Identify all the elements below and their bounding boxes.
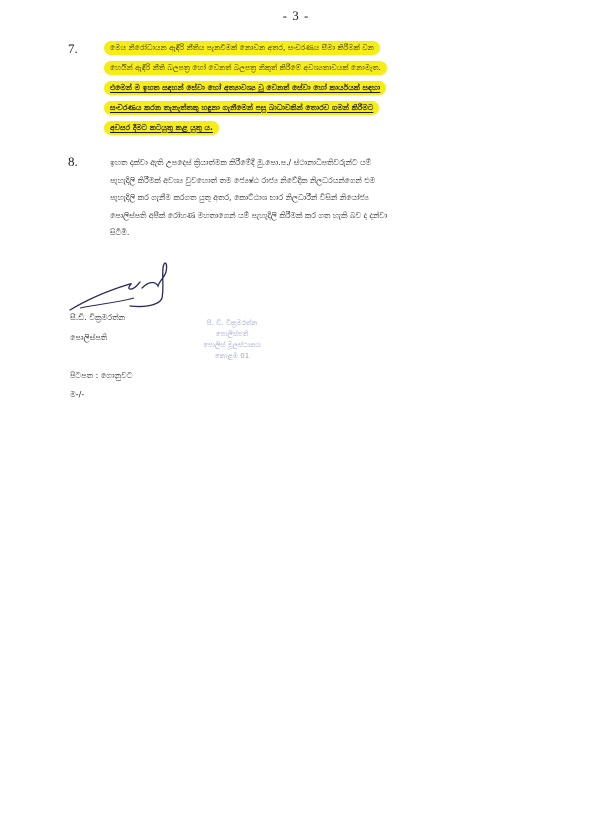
paragraph-8-text [110, 154, 510, 242]
paragraph-7-line-5: අවසර දීමට කටයුතු කළ යුතු ය. [104, 121, 219, 135]
paragraph-8-line-4: පොලිස්පති අපීක් රෝහණ මහතාගෙන් යම් පැහැදිලි කිරීමක් කර ගත හැකි බව ද දන්වා [110, 210, 388, 220]
paragraph-8-line-5: සිටිමි. [110, 228, 130, 237]
paragraph-8-line-2: පැහැදිලි කිරීමක් අවශ්‍ය වුවහොත් තම ජ්‍යෙෂ්ඨ රාජ්‍ය නිවේදික නිලධරයන්ගෙන් එම [110, 175, 376, 185]
signatory-name: සී.ඩී. වික්‍රමරත්න [70, 313, 126, 322]
copy-to-line: පිටපත : ගොනුවට [70, 371, 133, 380]
paragraph-7-line-1: මෙය නිරෝධායන ඇඳිරි නීතිය පැනවීමක් නොවන අතර, සංචරණය සීමා කිරීමක් වන [104, 41, 380, 55]
stamp-line-4: කොළඹ 01 [214, 352, 250, 360]
paragraph-8-number: 8. [68, 154, 78, 169]
paragraph-8-line-3: පැහැදිලි කර ගැනීම කරගත යුතු අතර, කොට්ඨාශ භාර නිලධාරීන් විසින් නියෝජ්‍ය [110, 193, 369, 202]
official-stamp [172, 318, 292, 362]
paragraph-7-line-2: හෙයින් ඇඳිරි නීති බලපත්‍ර හෝ වෙනත් බලපත්‍ර නිකුත් කිරීමේ අවශ්‍යතාවයක් නොමැත. [104, 61, 387, 75]
reference-mark: ම-/- [70, 390, 85, 399]
page-number: - 3 - [282, 8, 310, 23]
stamp-line-3: පොලිස් මූලස්ථානය [203, 341, 261, 349]
paragraph-8-line-1: ඉහත දක්වා ඇති උපදෙස් ක්‍රියාත්මක කිරීමේදී මු.පො.ප./ ස්ථානාධිපතිවරුන්ට යම් [110, 158, 372, 167]
paragraph-7-number: 7. [68, 41, 78, 56]
paragraph-7-line-3: එමෙන් ම ඉහත සඳහන් සේවා හෝ අත්‍යාවශ්‍ය වූ වෙනත් සේවා හෝ කාර්යයක් සඳහා [104, 81, 386, 95]
signatory-title: පොලිස්පති [70, 333, 108, 342]
stamp-line-1: සී. ඩී. වික්‍රමරත්න [206, 319, 258, 327]
paragraph-7-line-4: සංචරණය කරන තැනැත්තකු හඳුනා ගැනීමෙන් පසු බාධාවකින් තොරව ගමන් කිරීමට [104, 101, 379, 115]
stamp-line-2: පොලිස්පති [215, 330, 249, 338]
signature-image [60, 258, 190, 318]
